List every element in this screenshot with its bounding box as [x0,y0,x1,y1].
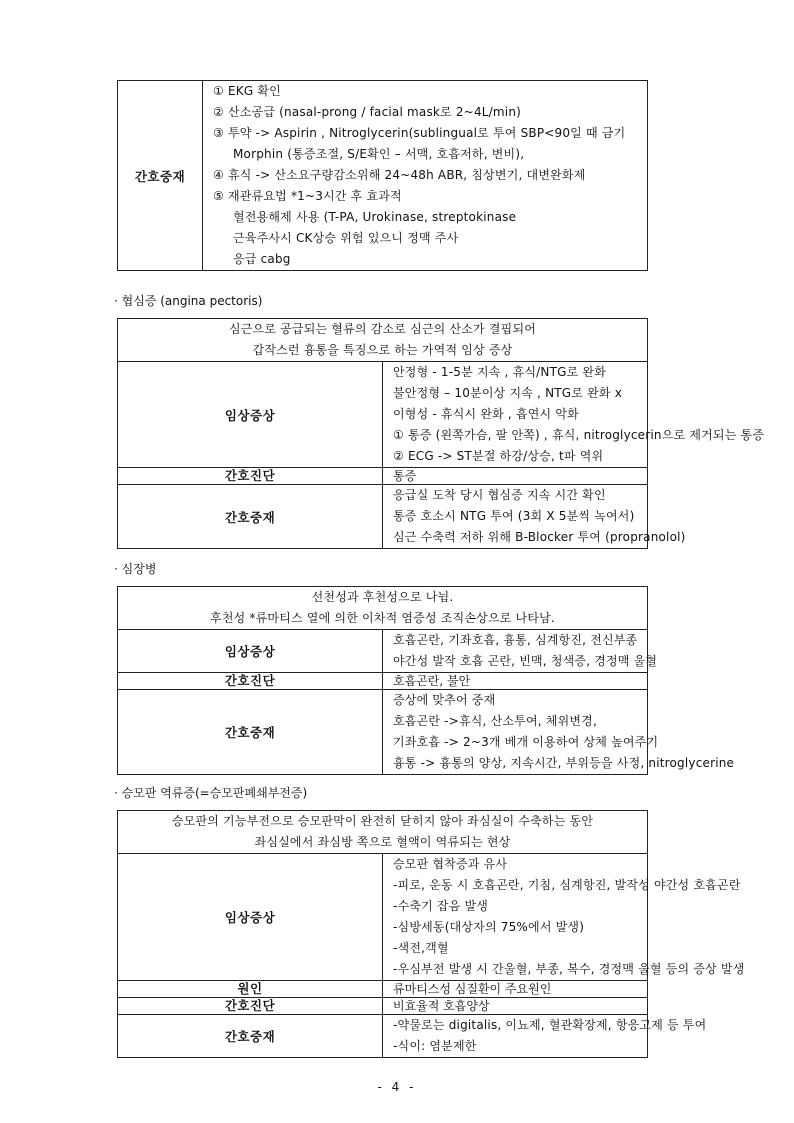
angina-table [117,318,765,549]
symptoms-label: 임상증상 [118,362,383,468]
intervention-content [203,81,648,271]
intervention-line: 기좌호흡 -> 2~3개 베개 이용하여 상체 높여주기 [393,735,659,749]
intervention-line: 응급실 도착 당시 협심증 지속 시간 확인 [393,488,606,502]
diagnosis-label: 간호진단 [118,673,383,690]
symptom-line: 불안정형 – 10분이상 지속 , NTG로 완화 x [393,386,622,400]
symptoms-cell [383,362,765,468]
symptom-line: -수축기 잡음 발생 [393,899,489,913]
section-heading-heart-disease: · 심장병 [114,562,157,576]
intervention-label: 간호중재 [118,690,383,775]
symptom-line: 안정형 - 1-5분 지속 , 휴식/NTG로 완화 [393,365,606,379]
definition-line: 좌심실에서 좌심방 쪽으로 혈액이 역류되는 현상 [254,835,511,849]
mitral-regurgitation-table [117,810,745,1058]
item-4: ④ 휴식 -> 산소요구량감소위해 24~48h ABR, 침상변기, 대변완화제 [213,168,586,182]
definition-line: 선천성과 후천성으로 나뉨. [311,590,454,604]
intervention-line: 통증 호소시 NTG 투여 (3회 X 5분씩 녹여서) [393,509,635,523]
symptoms-cell [383,630,658,673]
symptom-line: -색전,객혈 [393,941,449,955]
cause-label: 원인 [118,981,383,998]
diagnosis-label: 간호진단 [118,468,383,485]
intervention-line: -식이: 염분제한 [393,1039,477,1053]
definition-cell [118,319,648,362]
definition-cell [118,811,648,854]
diagnosis-label: 간호진단 [118,998,383,1015]
diagnosis-cell: 호흡곤란, 불안 [383,673,648,690]
section-heading-mitral-regurgitation: · 승모판 역류증(=승모판폐쇄부전증) [114,786,308,800]
symptom-line: -심방세동(대상자의 75%에서 발생) [393,920,585,934]
symptom-line: 이형성 - 휴식시 완화 , 흡연시 악화 [393,407,579,421]
item-5-b: 근육주사시 CK상승 위험 있으니 정맥 주사 [233,231,459,245]
symptoms-label: 임상증상 [118,854,383,981]
diagnosis-cell: 통증 [383,468,648,485]
definition-line: 갑작스런 흉통을 특징으로 하는 가역적 임상 증상 [252,343,513,357]
symptom-line: 야간성 발작 호흡 곤란, 빈맥, 청색증, 경정맥 울혈 [393,654,658,668]
intervention-line: 호흡곤란 ->휴식, 산소투여, 체위변경, [393,714,597,728]
section-heading-angina: · 협심증 (angina pectoris) [114,294,263,308]
item-1: ① EKG 확인 [213,84,281,98]
item-5-c: 응급 cabg [233,252,291,266]
symptom-line: -피로, 운동 시 호흡곤란, 기침, 심계항진, 발작성 야간성 호흡곤란 [393,878,741,892]
definition-line: 후천성 *류마티스 열에 의한 이차적 염증성 조직손상으로 나타남. [210,611,555,625]
symptoms-cell [383,854,745,981]
definition-cell [118,587,648,630]
interventions-cell [383,690,735,775]
intervention-line: 심근 수축력 저하 위해 B-Blocker 투여 (propranolol) [393,530,686,544]
intervention-label: 간호중재 [118,1015,383,1058]
page-number: - 4 - [377,1080,417,1094]
symptom-line: 승모판 협착증과 유사 [393,857,508,871]
item-5-a: 혈전용해제 사용 (T-PA, Urokinase, streptokinase [233,210,517,224]
intervention-line: 증상에 맞추어 중재 [393,693,496,707]
item-5: ⑤ 재관류요법 *1~3시간 후 효과적 [213,189,402,203]
cause-cell: 류마티스성 심질환이 주요원인 [383,981,648,998]
symptom-line: -우심부전 발생 시 간울혈, 부종, 복수, 경정맥 울혈 등의 증상 발생 [393,962,745,976]
interventions-cell [383,1015,707,1058]
interventions-cell [383,485,686,549]
intervention-label: 간호중재 [118,485,383,549]
definition-line: 심근으로 공급되는 혈류의 감소로 심근의 산소가 결핍되어 [228,322,537,336]
symptoms-label: 임상증상 [118,630,383,673]
item-3-cont: Morphin (통증조절, S/E확인 – 서맥, 호흡저하, 변비), [233,147,525,161]
diagnosis-cell: 비효율적 호흡양상 [383,998,648,1015]
item-2: ② 산소공급 (nasal-prong / facial mask로 2~4L/min) [213,105,522,119]
intervention-line: -약물로는 digitalis, 이뇨제, 혈관확장제, 항응고제 등 투여 [393,1018,707,1032]
heart-disease-table [117,586,735,775]
item-3: ③ 투약 -> Aspirin , Nitroglycerin(sublingual로 투여 SBP<90일 때 금기 [213,126,626,140]
definition-line: 승모판의 기능부전으로 승모판막이 완전히 닫히지 않아 좌심실이 수축하는 동안 [171,814,594,828]
symptom-line: ② ECG -> ST분절 하강/상승, t파 역위 [393,449,604,463]
intervention-line: 흉통 -> 흉통의 양상, 지속시간, 부위등을 사정, nitroglycerine [393,756,735,770]
intervention-label: 간호중재 [118,81,203,271]
nursing-intervention-table-mi [117,80,648,271]
symptom-line: ① 통증 (왼쪽가슴, 팔 안쪽) , 휴식, nitroglycerin으로 제거되는 통증 [393,428,765,442]
symptom-line: 호흡곤란, 기좌호흡, 흉통, 심계항진, 전신부종 [393,633,638,647]
